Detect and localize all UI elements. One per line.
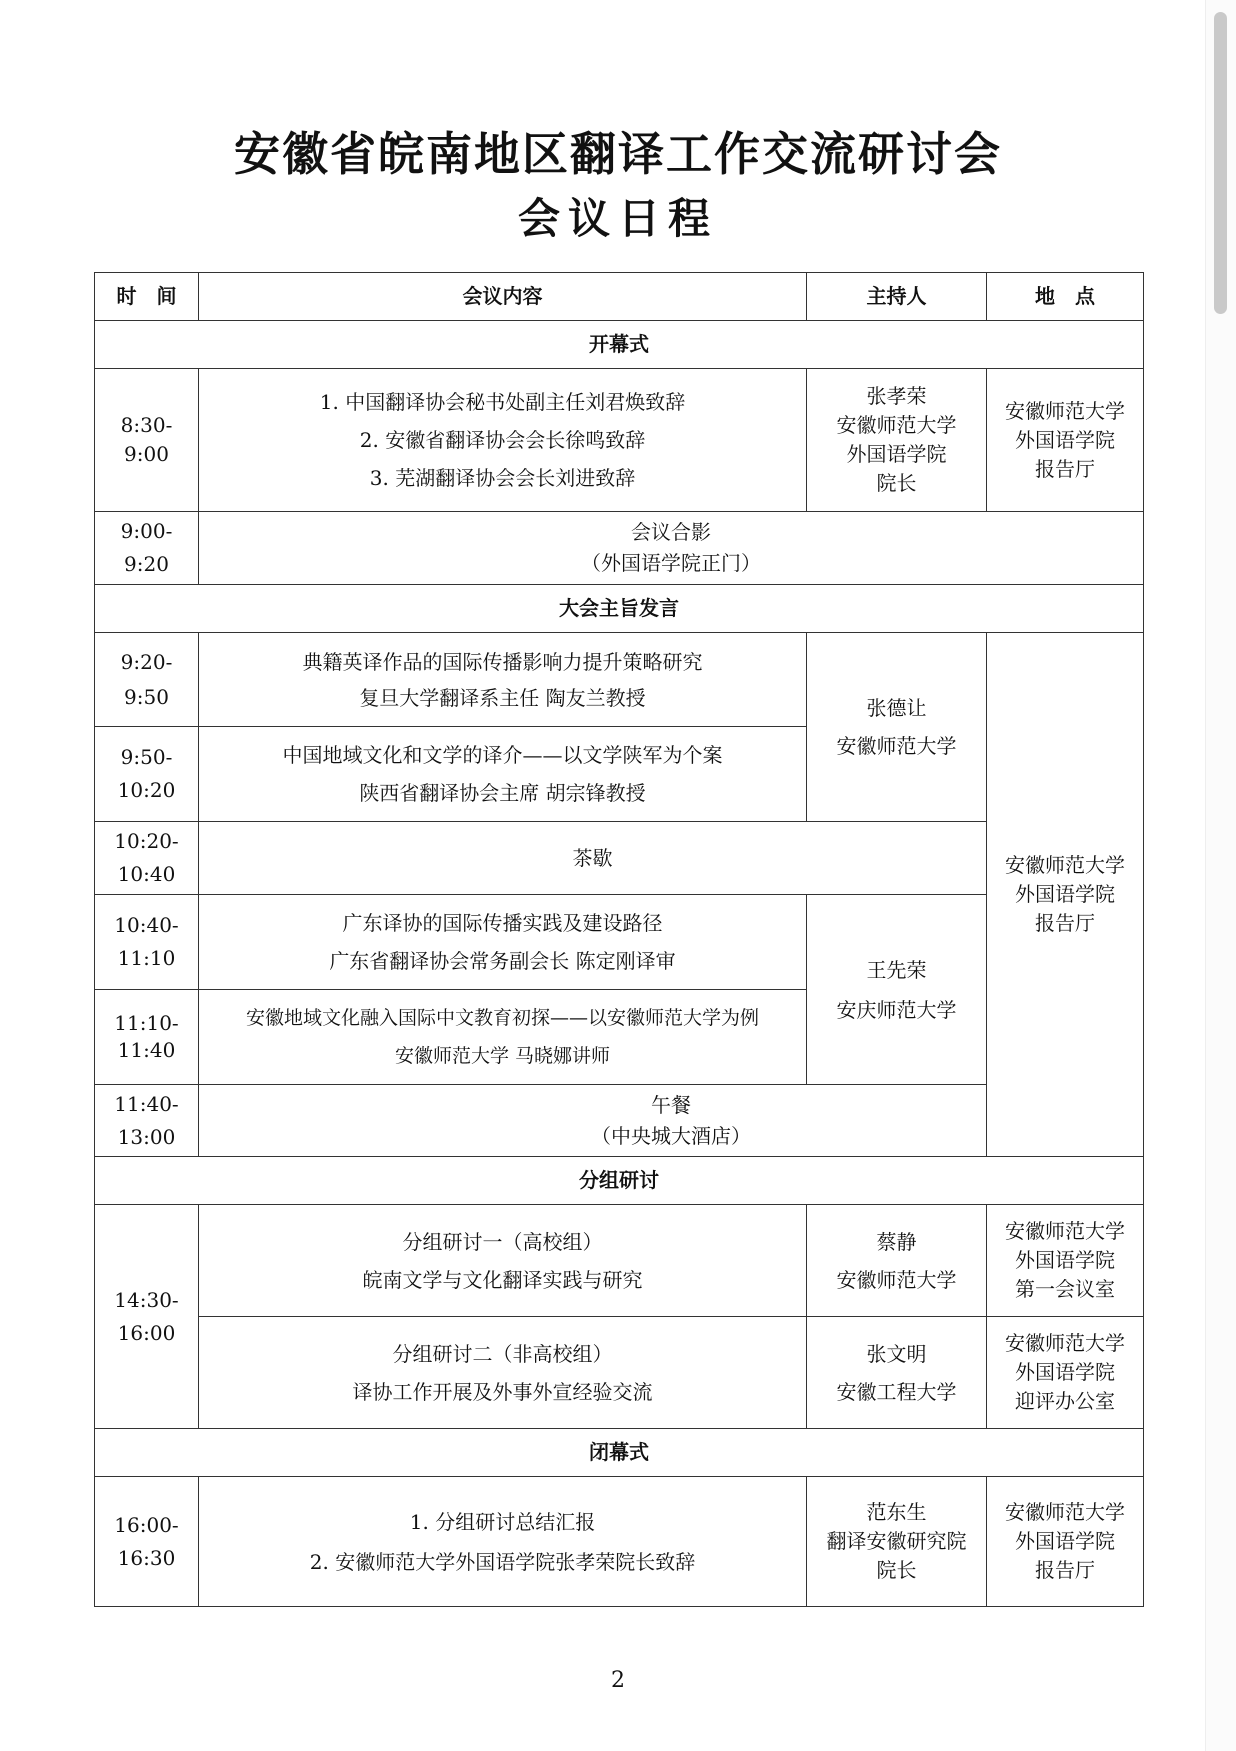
content-cell: 分组研讨一（高校组） 皖南文学与文化翻译实践与研究: [199, 1205, 807, 1317]
time-cell: 11:10- 11:40: [95, 990, 199, 1085]
section-opening: 开幕式: [95, 321, 1144, 369]
section-row: [95, 1429, 1144, 1477]
content-cell: 广东译协的国际传播实践及建设路径 广东省翻译协会常务副会长 陈定刚译审: [199, 895, 807, 990]
place-cell: 安徽师范大学 外国语学院 迎评办公室: [987, 1317, 1144, 1429]
section-group: 分组研讨: [95, 1157, 1144, 1205]
table-row: [95, 895, 1144, 990]
content-cell: 1. 中国翻译协会秘书处副主任刘君焕致辞 2. 安徽省翻译协会会长徐鸣致辞 3. 芜湖翻译协会会长刘进致辞: [199, 369, 807, 512]
header-content: 会议内容: [199, 273, 807, 321]
host-cell: 张文明 安徽工程大学: [807, 1317, 987, 1429]
table-row: [95, 369, 1144, 512]
place-cell: 安徽师范大学 外国语学院 第一会议室: [987, 1205, 1144, 1317]
section-row: [95, 585, 1144, 633]
table-row: [95, 512, 1144, 585]
content-cell: 安徽地域文化融入国际中文教育初探——以安徽师范大学为例 安徽师范大学 马晓娜讲师: [199, 990, 807, 1085]
time-cell: 9:50- 10:20: [95, 727, 199, 822]
header-host: 主持人: [807, 273, 987, 321]
time-cell: 16:00- 16:30: [95, 1477, 199, 1607]
place-cell: 安徽师范大学 外国语学院 报告厅: [987, 633, 1144, 1157]
page-number: 2: [611, 1668, 625, 1693]
host-cell: 范东生 翻译安徽研究院 院长: [807, 1477, 987, 1607]
section-row: [95, 1157, 1144, 1205]
table-row: [95, 822, 1144, 895]
host-cell: 张德让 安徽师范大学: [807, 633, 987, 822]
section-closing: 闭幕式: [95, 1429, 1144, 1477]
content-cell: 典籍英译作品的国际传播影响力提升策略研究 复旦大学翻译系主任 陶友兰教授: [199, 633, 807, 727]
time-cell: 10:20- 10:40: [95, 822, 199, 895]
header-time: 时 间: [95, 273, 199, 321]
schedule-table: [94, 272, 1144, 1607]
host-cell: 王先荣 安庆师范大学: [807, 895, 987, 1085]
scrollbar[interactable]: [1205, 0, 1236, 1751]
header-place: 地 点: [987, 273, 1144, 321]
time-cell: 14:30- 16:00: [95, 1205, 199, 1429]
time-cell: 10:40- 11:10: [95, 895, 199, 990]
table-row: [95, 1085, 1144, 1157]
time-cell: 11:40- 13:00: [95, 1085, 199, 1157]
table-header-row: [95, 273, 1144, 321]
time-cell: 8:30- 9:00: [95, 369, 199, 512]
table-row: [95, 1317, 1144, 1429]
place-cell: 安徽师范大学 外国语学院 报告厅: [987, 369, 1144, 512]
host-cell: 张孝荣 安徽师范大学 外国语学院 院长: [807, 369, 987, 512]
table-row: [95, 633, 1144, 727]
content-cell: 中国地域文化和文学的译介——以文学陕军为个案 陕西省翻译协会主席 胡宗锋教授: [199, 727, 807, 822]
content-cell: 午餐 （中央城大酒店）: [199, 1085, 1144, 1157]
time-cell: 9:00- 9:20: [95, 512, 199, 585]
content-cell: 1. 分组研讨总结汇报 2. 安徽师范大学外国语学院张孝荣院长致辞: [199, 1477, 807, 1607]
page-subtitle: 会议日程: [517, 194, 718, 243]
table-row: [95, 1477, 1144, 1607]
content-cell: 分组研讨二（非高校组） 译协工作开展及外事外宣经验交流: [199, 1317, 807, 1429]
content-cell: 会议合影 （外国语学院正门）: [199, 512, 1144, 585]
table-row: [95, 1205, 1144, 1317]
host-cell: 蔡静 安徽师范大学: [807, 1205, 987, 1317]
section-keynote: 大会主旨发言: [95, 585, 1144, 633]
section-row: [95, 321, 1144, 369]
time-cell: 9:20- 9:50: [95, 633, 199, 727]
page-title: 安徽省皖南地区翻译工作交流研讨会: [234, 127, 1002, 181]
place-cell: 安徽师范大学 外国语学院 报告厅: [987, 1477, 1144, 1607]
content-cell: 茶歇: [199, 822, 987, 895]
